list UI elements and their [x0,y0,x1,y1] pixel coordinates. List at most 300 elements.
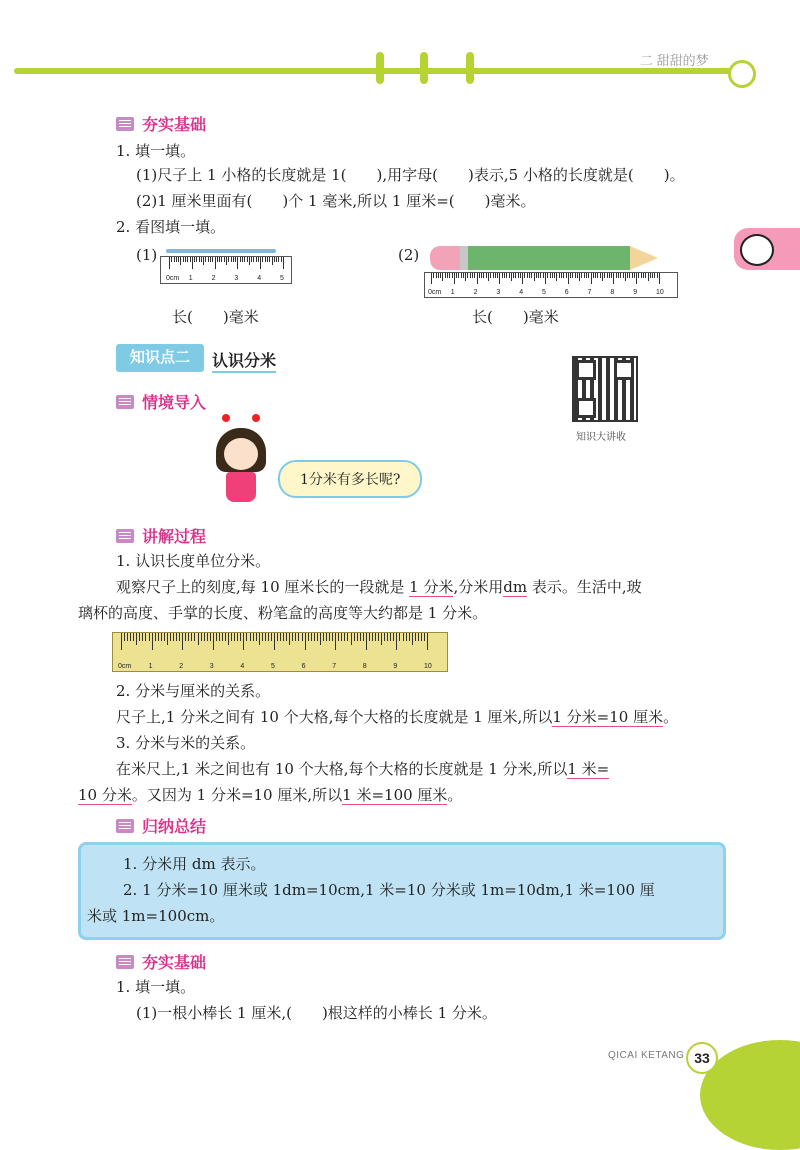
panda-icon [740,234,774,266]
ruler-tick [335,633,336,650]
ruler-tick [298,633,299,641]
ruler-tick [657,273,658,278]
ruler-tick [170,633,171,641]
ruler-tick [320,633,321,645]
ruler-tick [164,633,165,641]
ruler-tick [449,273,450,278]
ruler-tick [474,273,475,278]
ruler-tick [207,633,208,641]
pencil [430,246,660,270]
ruler-tick [540,273,541,278]
ruler-tick [317,633,318,641]
ruler-tick [490,273,491,278]
ruler-tick [203,257,204,265]
notebook-icon [116,819,134,833]
ruler-tick [145,633,146,641]
ruler-label: 3 [234,275,239,282]
ruler-tick [563,273,564,278]
ruler-label: 2 [179,663,184,670]
ruler-tick [456,273,457,278]
ruler-label: 0cm [118,663,132,670]
ruler-tick [329,633,330,641]
ruler-tick [636,273,637,284]
ruler-tick [180,257,181,265]
ruler-tick [643,273,644,278]
ruler-label: 4 [519,289,524,296]
section-title: 夯实基础 [142,117,207,134]
kp-tag-label: 知识点二 [129,349,190,366]
ruler-label: 8 [610,289,615,296]
ruler-tick [486,273,487,278]
ruler-tick [185,257,186,262]
ruler-tick [641,273,642,278]
ruler-tick [169,257,170,269]
ruler-tick [518,273,519,278]
ruler-tick [205,257,206,262]
ruler-tick [568,273,569,284]
question: (1)尺子上 1 小格的长度就是 1( ),用字母( )表示,5 小格的长度就是( )。 [136,166,685,184]
ruler-tick [547,273,548,278]
ruler-tick [536,273,537,278]
ruler-large [112,632,448,672]
ruler-tick [199,257,200,262]
question: 2. 看图填一填。 [116,218,226,236]
ruler-tick [393,633,394,641]
ruler-tick [185,633,186,641]
summary-box [78,842,726,940]
ruler-tick [575,273,576,278]
ruler-tick [192,257,193,269]
ruler-tick [543,273,544,278]
ruler-tick [240,633,241,641]
qr-code [572,356,638,422]
ruler-tick [524,273,525,278]
ruler-label: 6 [301,663,306,670]
ruler-tick [219,257,220,262]
ruler-tick [217,257,218,262]
ruler-tick [632,273,633,278]
ruler-tick [613,273,614,284]
ruler-tick [173,633,174,641]
figure-label: (1) [136,246,158,264]
ruler-tick [559,273,560,278]
ruler-label: 0cm [166,275,180,282]
ruler-tick [445,273,446,278]
ruler-tick [436,273,437,278]
ruler-tick [259,633,260,645]
ruler-tick [618,273,619,278]
ruler-label: 2 [473,289,478,296]
ruler-tick [378,633,379,641]
footer-brand: QICAI KETANG [608,1050,685,1061]
ruler-tick [659,273,660,284]
summary-line: 1. 分米用 dm 表示。 [123,855,266,873]
ruler-tick [326,633,327,641]
ruler-tick [372,633,373,641]
ruler-tick [155,633,156,641]
ruler-tick [267,257,268,262]
girl-illustration [206,414,276,514]
ruler-tick [625,273,626,281]
kp-tag [116,344,204,372]
ruler-tick [604,273,605,278]
ruler-tick [438,273,439,278]
ruler-tick [465,273,466,281]
ruler-tick [280,633,281,641]
ruler-small [160,256,292,284]
ruler-tick [250,633,251,641]
ruler-tick [253,633,254,641]
ruler-tick [472,273,473,278]
ruler-tick [246,633,247,641]
ruler-tick [136,633,137,645]
ruler-label: 3 [496,289,501,296]
ruler-tick [531,273,532,278]
ruler-tick [595,273,596,278]
ruler-tick [616,273,617,278]
ruler-tick [225,633,226,641]
answer-blank: 长( )毫米 [172,308,259,326]
ruler-label: 1 [188,275,193,282]
ruler-tick [183,257,184,262]
ruler-tick [215,257,216,269]
ruler-tick [253,257,254,262]
ruler-tick [196,257,197,262]
summary-line: 2. 1 分米=10 厘米或 1dm=10cm,1 米=10 分米或 1m=10dm,1 米=100 厘 [123,881,655,899]
ruler-tick [611,273,612,278]
ruler-tick [194,633,195,641]
ruler-tick [210,633,211,641]
ruler-tick [427,633,428,650]
ruler-tick [454,273,455,284]
ruler-tick [258,257,259,262]
ruler-tick [311,633,312,641]
ruler-tick [332,633,333,641]
ruler-tick [538,273,539,278]
ruler-tick [251,257,252,262]
ruler-tick [256,257,257,262]
ruler-tick [354,633,355,641]
ruler-tick [515,273,516,278]
ruler-tick [142,633,143,641]
ruler-label: 9 [393,663,398,670]
paragraph: 10 分米。又因为 1 分米=10 厘米,所以1 米=100 厘米。 [78,786,463,804]
ruler-label: 7 [332,663,337,670]
notebook-icon [116,955,134,969]
ruler-tick [149,633,150,641]
ruler-tick [190,257,191,262]
ruler-tick [351,633,352,645]
paragraph: 在米尺上,1 米之间也有 10 个大格,每个大格的长度就是 1 分米,所以1 米= [116,760,610,778]
ruler-tick [228,257,229,262]
ruler-tick [283,257,284,269]
ruler-tick [527,273,528,278]
summary-line: 米或 1m=100cm。 [87,907,225,925]
ruler-tick [262,633,263,641]
ruler-tick [477,273,478,284]
notebook-icon [116,529,134,543]
ruler-tick [127,633,128,641]
ruler-tick [268,633,269,641]
ruler-tick [274,633,275,650]
binder-clip [376,52,384,84]
ruler-tick [396,633,397,650]
ruler-tick [283,633,284,641]
ruler-tick [201,257,202,262]
paragraph: 2. 分米与厘米的关系。 [116,682,271,700]
ruler-tick [187,257,188,262]
ruler-label: 7 [587,289,592,296]
ruler-tick [534,273,535,281]
ruler-tick [627,273,628,278]
ruler-tick [216,633,217,641]
ruler-tick [274,257,275,262]
ruler-tick [360,633,361,641]
ruler-tick [212,257,213,262]
ruler-tick [412,633,413,645]
ruler-tick [278,257,279,262]
ruler-tick [591,273,592,284]
ruler-tick [440,273,441,278]
ruler-tick [499,273,500,284]
ruler-tick [176,257,177,262]
figure-label: (2) [398,246,420,264]
ruler-tick [504,273,505,278]
ruler-tick [286,633,287,641]
ruler-tick [231,257,232,262]
ruler-tick [638,273,639,278]
ruler-tick [467,273,468,278]
ruler-label: 4 [257,275,262,282]
ruler-tick [281,257,282,262]
ruler-tick [188,633,189,641]
ruler-tick [121,633,122,650]
ruler-tick [481,273,482,278]
ruler-tick [265,257,266,262]
paragraph: 尺子上,1 分米之间有 10 个大格,每个大格的长度就是 1 厘米,所以1 分米=10 厘米。 [116,708,679,726]
ruler-tick [198,633,199,645]
ruler-tick [231,633,232,641]
ruler-tick [124,633,125,641]
ruler-tick [452,273,453,278]
ruler-tick [235,257,236,262]
ruler-tick [314,633,315,641]
answer-blank: 长( )毫米 [472,308,559,326]
ruler-tick [654,273,655,278]
page-number [686,1042,718,1074]
ruler-tick [341,633,342,641]
paragraph: 观察尺子上的刻度,每 10 厘米长的一段就是 1 分米,分米用dm 表示。生活中,玻 [116,578,642,596]
ruler-tick [176,633,177,641]
section-title: 夯实基础 [142,955,207,972]
ruler-tick [506,273,507,278]
ruler-label: 1 [450,289,455,296]
ruler-tick [620,273,621,278]
ruler-tick [493,273,494,278]
ruler-tick [650,273,651,278]
ruler-tick [249,257,250,265]
ruler-tick [545,273,546,284]
ruler-tick [502,273,503,278]
ruler-tick [634,273,635,278]
kp-title: 认识分米 [212,348,276,373]
ruler-tick [522,273,523,284]
ruler-tick [602,273,603,281]
notebook-icon [116,117,134,131]
ruler-label: 5 [542,289,546,296]
question: (2)1 厘米里面有( )个 1 毫米,所以 1 厘米=( )毫米。 [136,192,536,210]
ruler-tick [561,273,562,278]
ruler-tick [431,273,432,284]
ruler-label: 10 [424,663,432,670]
ruler-tick [479,273,480,278]
ruler-tick [570,273,571,278]
ruler-tick [305,633,306,650]
ruler-tick [579,273,580,281]
section-heading [116,524,206,547]
ruler-tick [375,633,376,641]
ruler-tick [357,633,358,641]
ruler-tick [623,273,624,278]
ruler-tick [174,257,175,262]
ruler-tick [609,273,610,278]
ruler-tick [260,257,261,269]
ruler-tick [415,633,416,641]
ruler-label: 5 [271,663,275,670]
ruler-tick [179,633,180,641]
ruler-label: 2 [211,275,216,282]
ruler-tick [552,273,553,278]
chapter-icon [728,60,756,88]
ruler-tick [171,257,172,262]
ruler-tick [369,633,370,641]
ruler-tick [256,633,257,641]
ruler-label: 10 [656,289,664,296]
qr-caption: 知识大讲收 [576,432,626,443]
section-heading [116,112,206,135]
ruler-tick [344,633,345,641]
ruler-tick [381,633,382,645]
ruler-label: 5 [280,275,284,282]
ruler-tick [652,273,653,278]
ruler-label: 3 [209,663,214,670]
ruler-tick [130,633,131,641]
ruler-tick [520,273,521,278]
ruler-label: 6 [564,289,569,296]
binder-clip [420,52,428,84]
ruler-tick [139,633,140,641]
ruler-tick [447,273,448,278]
binder-clip [466,52,474,84]
ruler-tick [204,633,205,641]
question: 1. 填一填。 [116,142,196,160]
ruler-medium [424,272,678,298]
ruler-tick [648,273,649,281]
ruler-tick [409,633,410,641]
ruler-tick [194,257,195,262]
ruler-tick [219,633,220,641]
ruler-tick [418,633,419,641]
ruler-tick [191,633,192,641]
ruler-tick [403,633,404,641]
question: 1. 填一填。 [116,978,196,996]
ruler-tick [269,257,270,262]
ruler-tick [424,633,425,641]
ruler-tick [158,633,159,641]
section-title: 归纳总结 [142,819,207,836]
ruler-tick [483,273,484,278]
ruler-tick [302,633,303,641]
ruler-label: 8 [362,663,367,670]
ruler-tick [237,633,238,641]
question: (1)一根小棒长 1 厘米,( )根这样的小棒长 1 分米。 [136,1004,497,1022]
ruler-tick [390,633,391,641]
ruler-tick [262,257,263,262]
ruler-tick [247,257,248,262]
ruler-tick [607,273,608,278]
ruler-tick [265,633,266,641]
ruler-tick [152,633,153,650]
ruler-tick [629,273,630,278]
ruler-tick [511,273,512,281]
ruler-tick [463,273,464,278]
ruler-tick [167,633,168,645]
ruler-tick [243,633,244,650]
paragraph: 3. 分米与米的关系。 [116,734,256,752]
ruler-tick [133,633,134,641]
ruler-tick [308,633,309,641]
ruler-tick [593,273,594,278]
ruler-tick [228,633,229,645]
ruler-tick [161,633,162,641]
ruler-tick [470,273,471,278]
ruler-tick [233,257,234,262]
ruler-tick [244,257,245,262]
ruler-tick [513,273,514,278]
ruler-tick [399,633,400,641]
ruler-tick [488,273,489,281]
ruler-tick [222,633,223,641]
ruler-tick [292,633,293,641]
section-heading [116,814,206,837]
ruler-tick [384,633,385,641]
ruler-tick [495,273,496,278]
ruler-tick [556,273,557,281]
ruler-tick [234,633,235,641]
section-heading [116,390,206,413]
ruler-tick [387,633,388,641]
ruler-tick [442,273,443,281]
ruler-tick [210,257,211,262]
ruler-tick [221,257,222,262]
ruler-tick [554,273,555,278]
ruler-tick [497,273,498,278]
ruler-tick [224,257,225,262]
paragraph: 1. 认识长度单位分米。 [116,552,271,570]
ruler-tick [577,273,578,278]
ruler-tick [645,273,646,278]
chapter-title: 二 甜甜的梦 [640,53,709,68]
paragraph: 璃杯的高度、手掌的长度、粉笔盒的高度等大约都是 1 分米。 [78,604,488,622]
ruler-tick [323,633,324,641]
ruler-tick [208,257,209,262]
ruler-tick [338,633,339,641]
ruler-tick [406,633,407,641]
ruler-tick [363,633,364,641]
ruler-tick [295,633,296,641]
ruler-tick [347,633,348,641]
needle [166,249,276,253]
